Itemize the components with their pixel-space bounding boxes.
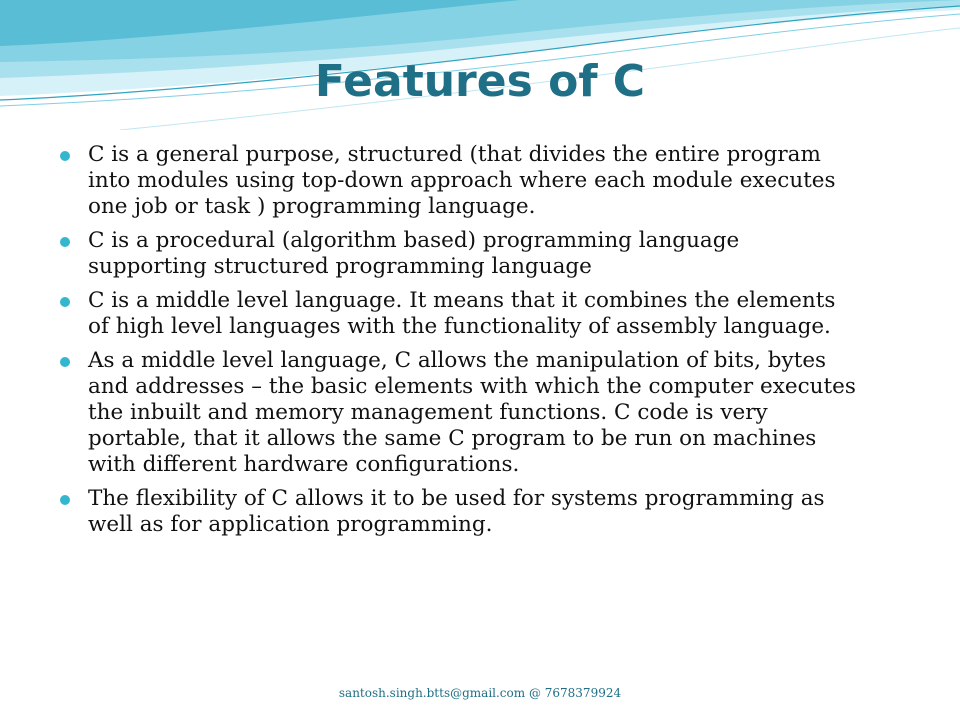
bullet-text: C is a procedural (algorithm based) programming language supporting structured programming language xyxy=(88,228,740,279)
bullet-point-icon xyxy=(60,297,70,307)
list-item xyxy=(60,228,860,280)
list-item xyxy=(60,288,860,340)
bullet-text: The flexibility of C allows it to be used for systems programming as well as for application programming. xyxy=(88,486,825,537)
bullet-point-icon xyxy=(60,151,70,161)
bullet-point-icon xyxy=(60,237,70,247)
list-item xyxy=(60,142,860,220)
bullet-list xyxy=(60,142,860,546)
bullet-text: C is a general purpose, structured (that divides the entire program into modules using top-down approach where each module executes one job or task ) programming language. xyxy=(88,142,836,219)
slide-title: Features of C xyxy=(314,56,646,107)
bullet-point-icon xyxy=(60,357,70,367)
bullet-point-icon xyxy=(60,495,70,505)
bullet-text: As a middle level language, C allows the manipulation of bits, bytes and addresses – the basic elements with which the computer executes the inbuilt and memory management functions. C code is very portable, that it allows the same C program to be run on machines with different hardware configurations. xyxy=(88,348,856,477)
list-item xyxy=(60,486,860,538)
bullet-text: C is a middle level language. It means that it combines the elements of high level languages with the functionality of assembly language. xyxy=(88,288,836,339)
footer-contact: santosh.singh.btts@gmail.com @ 7678379924 xyxy=(338,686,622,700)
list-item xyxy=(60,348,860,478)
